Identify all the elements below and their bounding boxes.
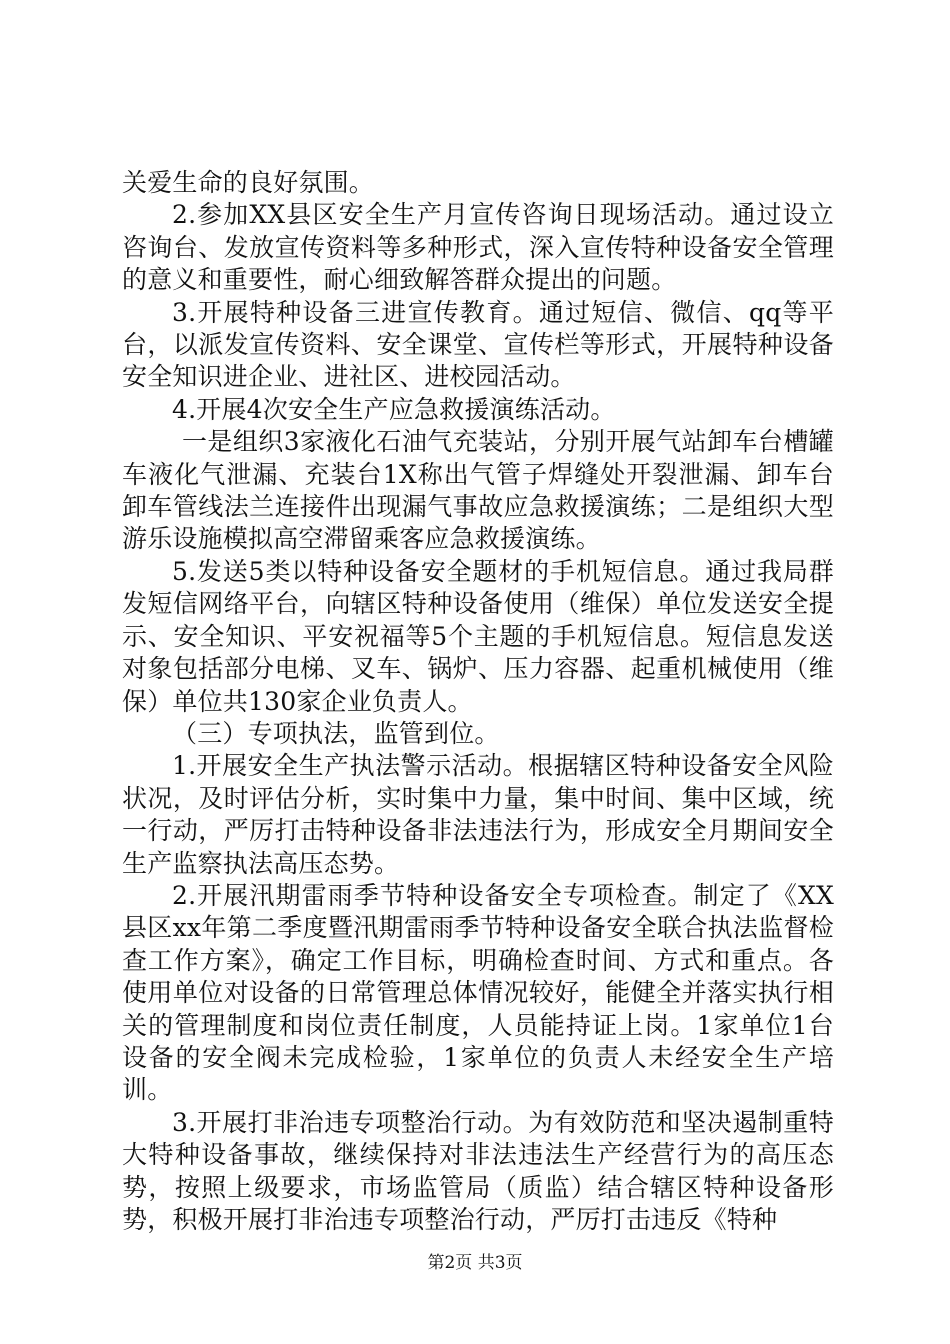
paragraph-item-3: 3.开展特种设备三进宣传教育。通过短信、微信、qq等平台，以派发宣传资料、安全课堂、宣传栏等形式，开展特种设备安全知识进企业、进社区、进校园活动。 xyxy=(122,297,834,392)
page-number-footer: 第2页 共3页 xyxy=(427,1253,523,1273)
paragraph-item-2: 2.参加XX县区安全生产月宣传咨询日现场活动。通过设立咨询台、发放宣传资料等多种形式，深入宣传特种设备安全管理的意义和重要性，耐心细致解答群众提出的问题。 xyxy=(122,200,834,295)
paragraph-continuation: 关爱生命的良好氛围。 xyxy=(122,168,375,197)
section-heading-3: （三）专项执法，监管到位。 xyxy=(172,718,500,748)
paragraph-drill-details: 一是组织3家液化石油气充装站，分别开展气站卸车台槽罐车液化气泄漏、充装台1X称出气管子焊缝处开裂泄漏、卸车台卸车管线法兰连接件出现漏气事故应急救援演练；二是组织大型游乐设施模拟高空滞留乘客应急救援演练。 xyxy=(122,427,834,554)
paragraph-enforcement-3: 3.开展打非治违专项整治行动。为有效防范和坚决遏制重特大特种设备事故，继续保持对非法违法生产经营行为的高压态势，按照上级要求，市场监管局（质监）结合辖区特种设备形势，积极开展打非治违专项整治行动，严厉打击违反《特种 xyxy=(122,1107,834,1234)
paragraph-enforcement-1: 1.开展安全生产执法警示活动。根据辖区特种设备安全风险状况，及时评估分析，实时集中力量，集中时间、集中区域，统一行动，严厉打击特种设备非法违法行为，形成安全月期间安全生产监察执法高压态势。 xyxy=(122,751,834,878)
paragraph-item-4: 4.开展4次安全生产应急救援演练活动。 xyxy=(172,394,616,424)
document-body xyxy=(122,167,834,1236)
paragraph-enforcement-2: 2.开展汛期雷雨季节特种设备安全专项检查。制定了《XX县区xx年第二季度暨汛期雷雨季节特种设备安全联合执法监督检查工作方案》，确定工作目标，明确检查时间、方式和重点。各使用单位对设备的日常管理总体情况较好，能健全并落实执行相关的管理制度和岗位责任制度，人员能持证上岗。1家单位1台设备的安全阀未完成检验，1家单位的负责人未经安全生产培训。 xyxy=(122,880,834,1105)
paragraph-item-5: 5.发送5类以特种设备安全题材的手机短信息。通过我局群发短信网络平台，向辖区特种设备使用（维保）单位发送安全提示、安全知识、平安祝福等5个主题的手机短信息。短信息发送对象包括部分电梯、叉车、锅炉、压力容器、起重机械使用（维保）单位共130家企业负责人。 xyxy=(122,556,834,716)
